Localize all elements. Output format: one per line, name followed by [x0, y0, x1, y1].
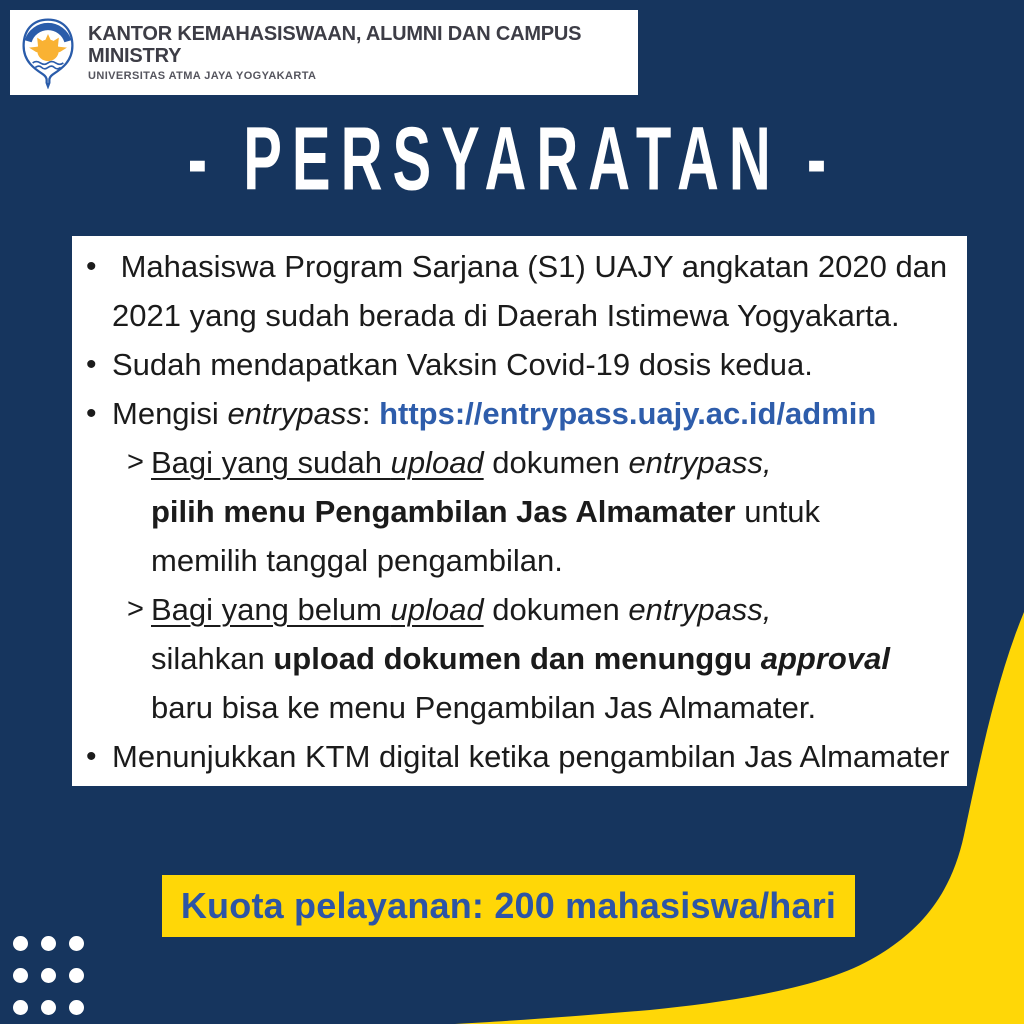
arrow-marker: > [127, 593, 144, 625]
university-name: UNIVERSITAS ATMA JAYA YOGYAKARTA [88, 70, 317, 82]
text-segment: dokumen [483, 591, 629, 627]
dot-grid [13, 936, 84, 1015]
requirement-line [72, 438, 967, 487]
text-segment: 2021 yang sudah berada di Daerah Istimewa Yogyakarta. [112, 297, 900, 333]
text-segment: entrypass, [628, 591, 772, 627]
text-segment: : [361, 395, 380, 431]
requirement-line [72, 340, 967, 389]
text-segment: entrypass [227, 395, 362, 431]
org-name: KANTOR KEMAHASISWAAN, ALUMNI DAN CAMPUS MINISTRY [88, 23, 582, 67]
dot [69, 936, 84, 951]
text-segment: baru bisa ke menu Pengambilan Jas Almamater. [151, 689, 817, 725]
bullet-marker: • [86, 396, 97, 430]
requirement-line [72, 634, 967, 683]
text-segment: upload [390, 591, 484, 627]
header-text [88, 23, 628, 82]
requirement-line [72, 291, 967, 340]
uajy-logo-icon [20, 17, 76, 89]
requirement-line [72, 389, 967, 438]
text-segment: upload [390, 444, 484, 480]
requirement-line [72, 585, 967, 634]
bullet-marker: • [86, 249, 97, 283]
dot [69, 1000, 84, 1015]
requirement-line [72, 487, 967, 536]
text-segment: silahkan [151, 640, 274, 676]
requirements-list [72, 236, 967, 786]
text-segment: Bagi yang sudah [151, 444, 391, 480]
text-segment: untuk [735, 493, 821, 529]
arrow-marker: > [127, 446, 144, 478]
dot [13, 936, 28, 951]
bullet-marker: • [86, 347, 97, 381]
text-segment: Menunjukkan KTM digital ketika pengambilan Jas Almamater [112, 738, 950, 774]
text-segment: Mahasiswa Program Sarjana (S1) UAJY angkatan 2020 dan [112, 248, 948, 284]
entrypass-link[interactable]: https://entrypass.uajy.ac.id/admin [379, 395, 877, 431]
text-segment: approval [760, 640, 890, 676]
dot [41, 1000, 56, 1015]
text-segment: entrypass, [628, 444, 772, 480]
dot [13, 1000, 28, 1015]
text-segment: dokumen [483, 444, 629, 480]
bullet-marker: • [86, 739, 97, 773]
text-segment: Bagi yang belum [151, 591, 391, 627]
dot [13, 968, 28, 983]
title-wrap [0, 104, 1024, 214]
requirement-line [72, 536, 967, 585]
text-segment: memilih tanggal pengambilan. [151, 542, 563, 578]
text-segment: Sudah mendapatkan Vaksin Covid-19 dosis kedua. [112, 346, 813, 382]
requirement-line [72, 732, 967, 781]
text-segment: Mengisi [112, 395, 228, 431]
requirement-line [72, 242, 967, 291]
text-segment: pilih menu Pengambilan Jas Almamater [151, 493, 736, 529]
dot [41, 936, 56, 951]
header-bar [10, 10, 638, 95]
requirement-line [72, 683, 967, 732]
page-title: - PERSYARATAN - [187, 108, 837, 210]
quota-badge: Kuota pelayanan: 200 mahasiswa/hari [162, 875, 855, 937]
dot [41, 968, 56, 983]
text-segment: upload dokumen dan menunggu [273, 640, 761, 676]
dot [69, 968, 84, 983]
